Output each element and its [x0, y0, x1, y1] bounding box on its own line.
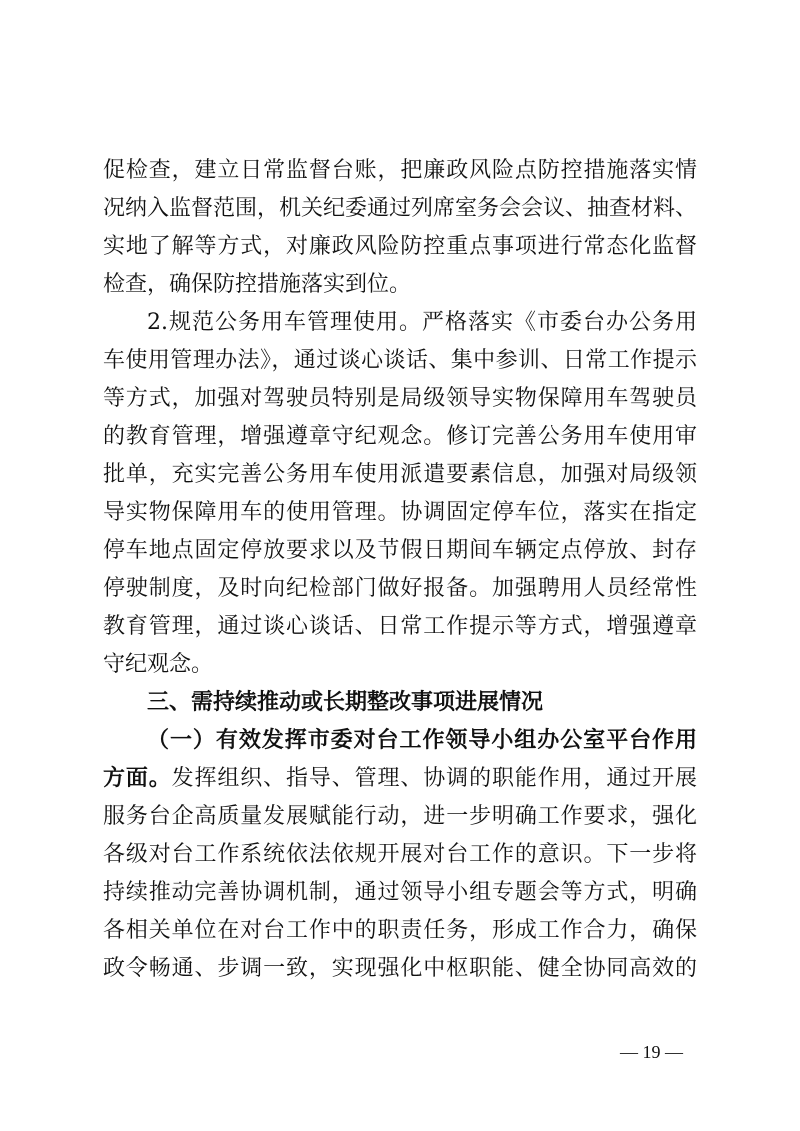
text-line: 2.规范公务用车管理使用。严格落实《市委台办公务用: [147, 310, 697, 335]
text-line: 各级对台工作系统依法依规开展对台工作的意识。下一步将: [103, 842, 697, 867]
page-number: — 19 —: [620, 1042, 683, 1062]
text-line: 教育管理，通过谈心谈话、日常工作提示等方式，增强遵章: [103, 614, 697, 639]
text-line: 实地了解等方式，对廉政风险防控重点事项进行常态化监督: [103, 234, 697, 259]
text-line: 停车地点固定停放要求以及节假日期间车辆定点停放、封存: [103, 538, 697, 563]
text-line: 况纳入监督范围，机关纪委通过列席室务会会议、抽查材料、: [103, 196, 698, 221]
text-line: 车使用管理办法》，通过谈心谈话、集中参训、日常工作提示: [103, 348, 697, 373]
text-line: 等方式，加强对驾驶员特别是局级领导实物保障用车驾驶员: [103, 386, 697, 411]
document-body: [103, 152, 697, 988]
text-line: 批单，充实完善公务用车使用派遣要素信息，加强对局级领: [103, 462, 697, 487]
text-line: 守纪观念。: [103, 652, 214, 677]
text-line: 的教育管理，增强遵章守纪观念。修订完善公务用车使用审: [103, 424, 697, 449]
text-line: 服务台企高质量发展赋能行动，进一步明确工作要求，强化: [103, 804, 697, 829]
line-text: 发挥组织、指导、管理、协调的职能作用，通过开展: [171, 766, 697, 791]
section-heading: 三、需持续推动或长期整改事项进展情况: [147, 690, 544, 715]
heading-suffix: 方面。: [103, 766, 172, 791]
text-line: 检查，确保防控措施落实到位。: [103, 272, 412, 297]
text-line: 停驶制度，及时向纪检部门做好报备。加强聘用人员经常性: [103, 576, 697, 601]
text-line: 政令畅通、步调一致，实现强化中枢职能、健全协同高效的: [103, 956, 697, 981]
text-line: [103, 760, 697, 798]
subsection-heading: （一）有效发挥市委对台工作领导小组办公室平台作用: [147, 728, 697, 753]
text-line: 各相关单位在对台工作中的职责任务，形成工作合力，确保: [103, 918, 697, 943]
text-line: 导实物保障用车的使用管理。协调固定停车位，落实在指定: [103, 500, 697, 525]
text-line: 持续推动完善协调机制，通过领导小组专题会等方式，明确: [103, 880, 697, 905]
text-line: 促检查，建立日常监督台账，把廉政风险点防控措施落实情: [103, 158, 697, 183]
